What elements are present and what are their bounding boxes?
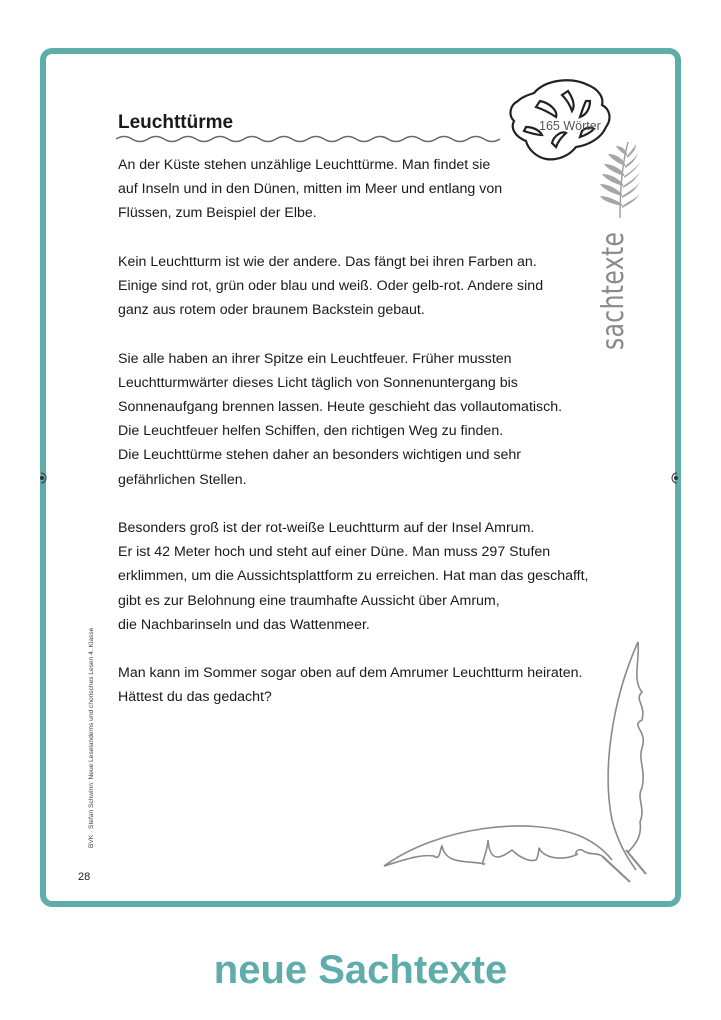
banana-leaf-icon — [380, 630, 660, 890]
page-title: Leuchttürme — [118, 112, 234, 133]
paragraph: An der Küste stehen unzählige Leuchttürme. Man findet sie auf Inseln und in den Dünen, mitten im Meer und entlang von Flüssen, zum Beispiel der Elbe. — [118, 157, 503, 222]
paragraph: Sie alle haben an ihrer Spitze ein Leuchtfeuer. Früher mussten Leuchtturmwärter dieses Licht täglich von Sonnenuntergang bis Sonnenaufgang brennen lassen. Heute geschieht das vollautomatisch. Die Leuchtfeuer helfen Schiffen, den richtigen Weg zu finden. Die Leuchttürme stehen daher an besonders wichtigen und sehr gefährlichen Stellen. — [118, 350, 563, 488]
word-count-badge: 165 Wörter — [539, 119, 601, 133]
paragraph: Kein Leuchtturm ist wie der andere. Das fängt bei ihren Farben an. Einige sind rot, grün oder blau und weiß. Oder gelb-rot. Andere sind ganz aus rotem oder braunem Backstein gebaut. — [118, 253, 544, 319]
page-number: 28 — [78, 871, 91, 883]
section-label: sachtexte — [596, 231, 631, 350]
paragraph: Man kann im Sommer sogar oben auf dem Amrumer Leuchtturm heiraten. Hättest du das gedacht? — [118, 665, 583, 706]
registration-mark-right — [670, 472, 678, 484]
copyright-credit: BVK · Stefan Schwinn: Neue Leselandems und chorisches Lesen 4. Klasse — [88, 627, 95, 848]
paragraph: Besonders groß ist der rot-weiße Leuchtturm auf der Insel Amrum. Er ist 42 Meter hoch und steht auf einer Düne. Man muss 297 Stufen erklimmen, um die Aussichtsplattform zu erreichen. Hat man das geschafft, gibt es zur Belohnung eine traumhafte Aussicht über Amrum, die Nachbarinseln und das Wattenmeer. — [118, 520, 589, 633]
registration-mark-left — [40, 472, 48, 484]
wave-divider — [116, 134, 501, 144]
footer-title: neue Sachtexte — [213, 948, 508, 992]
